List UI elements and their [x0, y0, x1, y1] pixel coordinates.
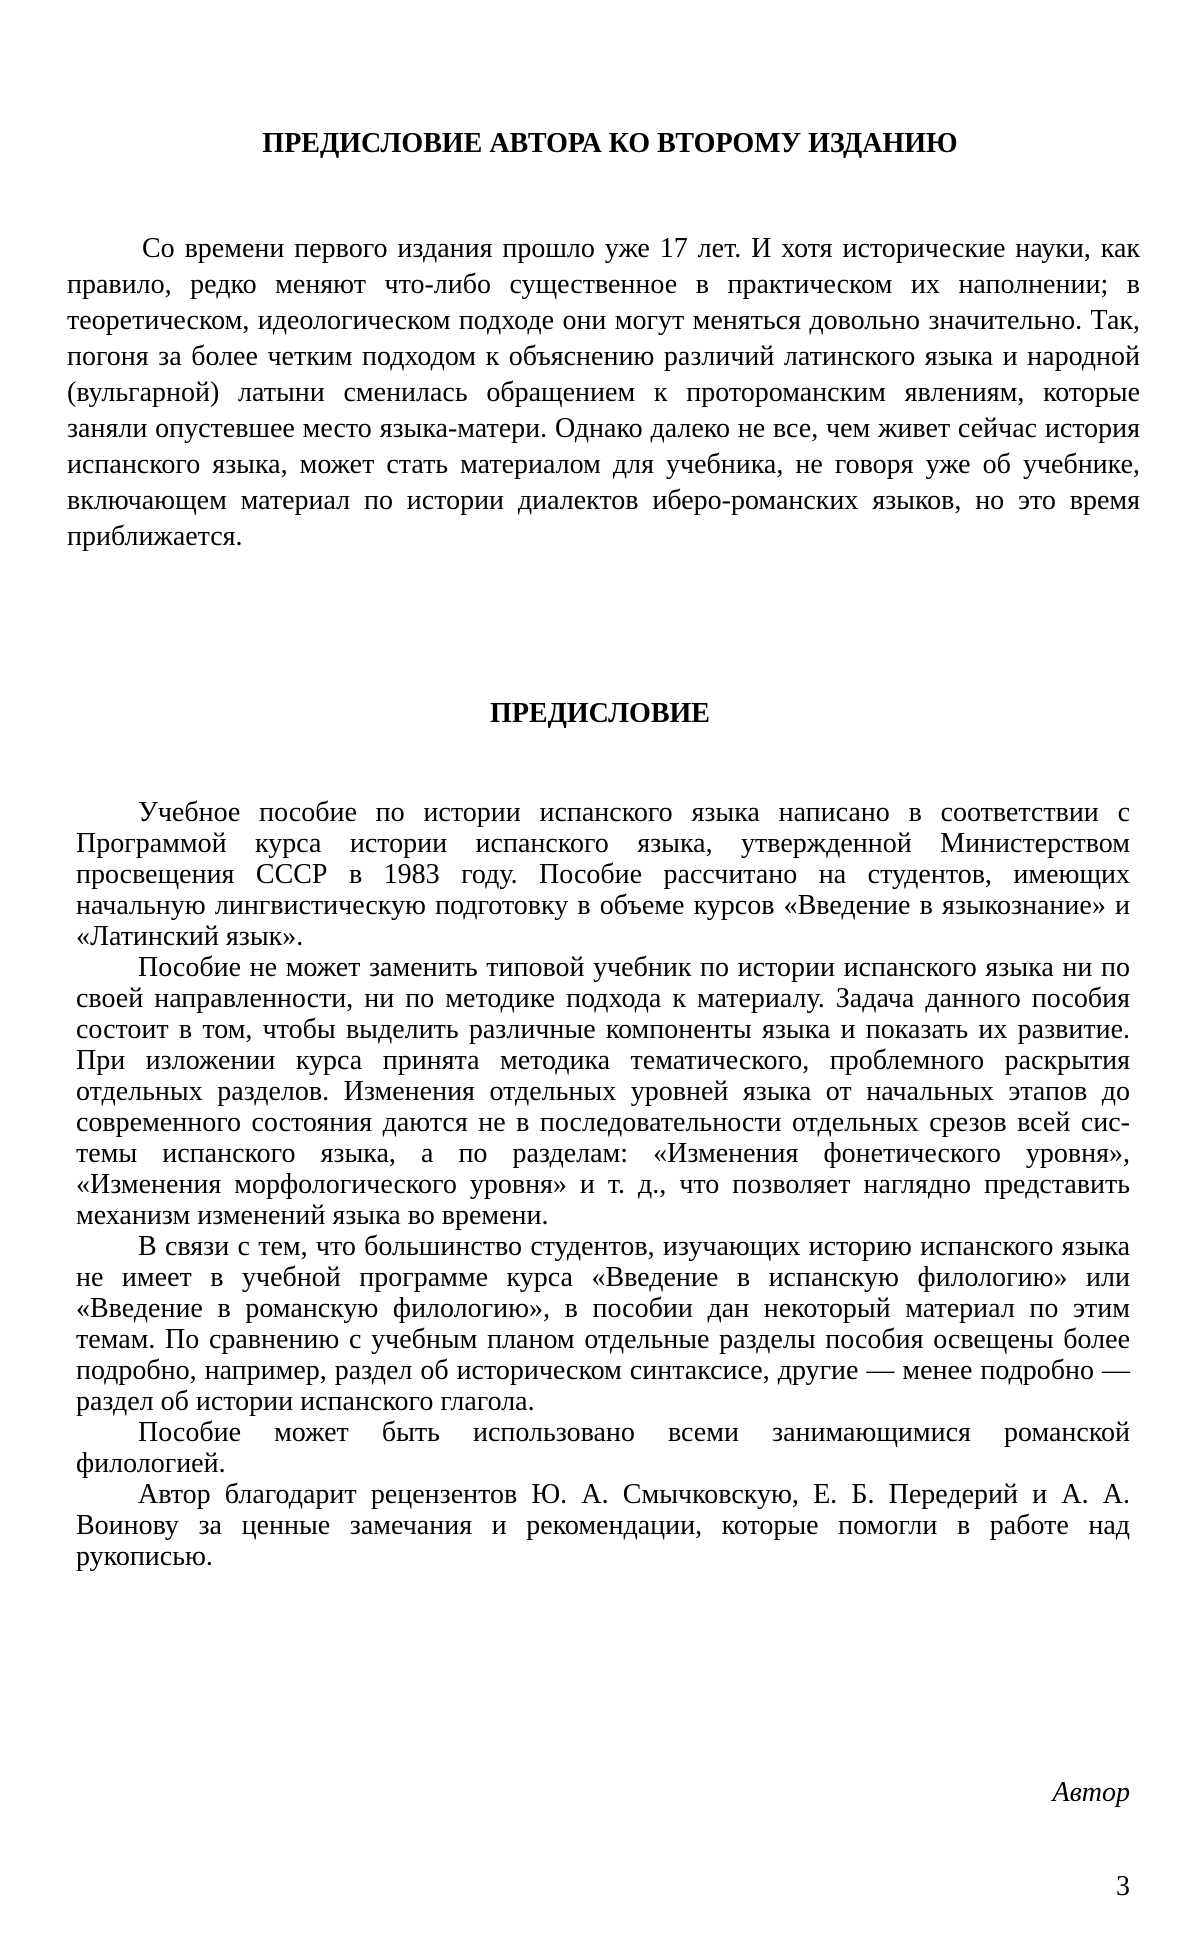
paragraph: Учебное пособие по истории испанского языка написано в соответствии с Программой курса истории испанского языка, утвержденной Министерством просвещения СССР в 1983 году. Пособие рассчитано на студентов, имеющих начальную лингвистическую подготовку в объеме курсов «Введение в языкознание» и «Латинский язык». — [76, 797, 1130, 952]
second-edition-preface-body — [67, 231, 1140, 555]
preface-body — [76, 797, 1130, 1572]
paragraph: Со времени первого издания прошло уже 17 лет. И хотя исторические науки, как правило, редко меняют что-либо существенное в практическом их наполнении; в теоретическом, идеологическом подходе они могут меняться довольно значительно. Так, погоня за более четким подходом к объяснению различий латинского языка и народной (вульгарной) латыни сменилась обращением к протороманским явлениям, которые заняли опустевшее место языка-матери. Однако далеко не все, чем живет сейчас история испанского языка, может стать материалом для учебника, не говоря уже об учебнике, включающем материал по истории диалектов иберо-романских языков, но это время приближается. — [67, 233, 1140, 552]
second-edition-preface-title: ПРЕДИСЛОВИЕ АВТОРА КО ВТОРОМУ ИЗДАНИЮ — [262, 128, 958, 159]
paragraph: Автор благодарит рецензентов Ю. А. Смычковскую, Е. Б. Передерий и А. А. Воинову за ценные замечания и рекомендации, которые помогли в работе над рукописью. — [76, 1479, 1130, 1572]
paragraph: Пособие может быть использовано всеми занимающимися романской филологией. — [76, 1417, 1130, 1479]
page-number: 3 — [1116, 1871, 1130, 1902]
preface-title: ПРЕДИСЛОВИЕ — [490, 698, 710, 729]
paragraph: Пособие не может заменить типовой учебник по истории испанского языка ни по своей направленности, ни по методике подхода к материалу. Задача данного пособия состоит в том, чтобы выделить различные компоненты языка и показать их развитие. При изложении курса принята методика тематического, проблемного раскрытия отдельных разделов. Изменения отдельных уровней языка от начальных этапов до современного состояния даются не в последовательности отдельных срезов всей системы испанского языка, а по разделам: «Изменения фонетического уровня», «Изменения морфологического уровня» и т. д., что позволяет наглядно представить механизм изменений языка во времени. — [76, 952, 1130, 1231]
paragraph: В связи с тем, что большинство студентов, изучающих историю испанского языка не имеет в учебной программе курса «Введение в испанскую филологию» или «Введение в романскую филологию», в пособии дан некоторый материал по этим темам. По сравнению с учебным планом отдельные разделы пособия освещены более подробно, например, раздел об историческом синтаксисе, другие — менее подробно — раздел об истории испанского глагола. — [76, 1231, 1130, 1417]
author-signature: Автор — [1052, 1777, 1130, 1808]
